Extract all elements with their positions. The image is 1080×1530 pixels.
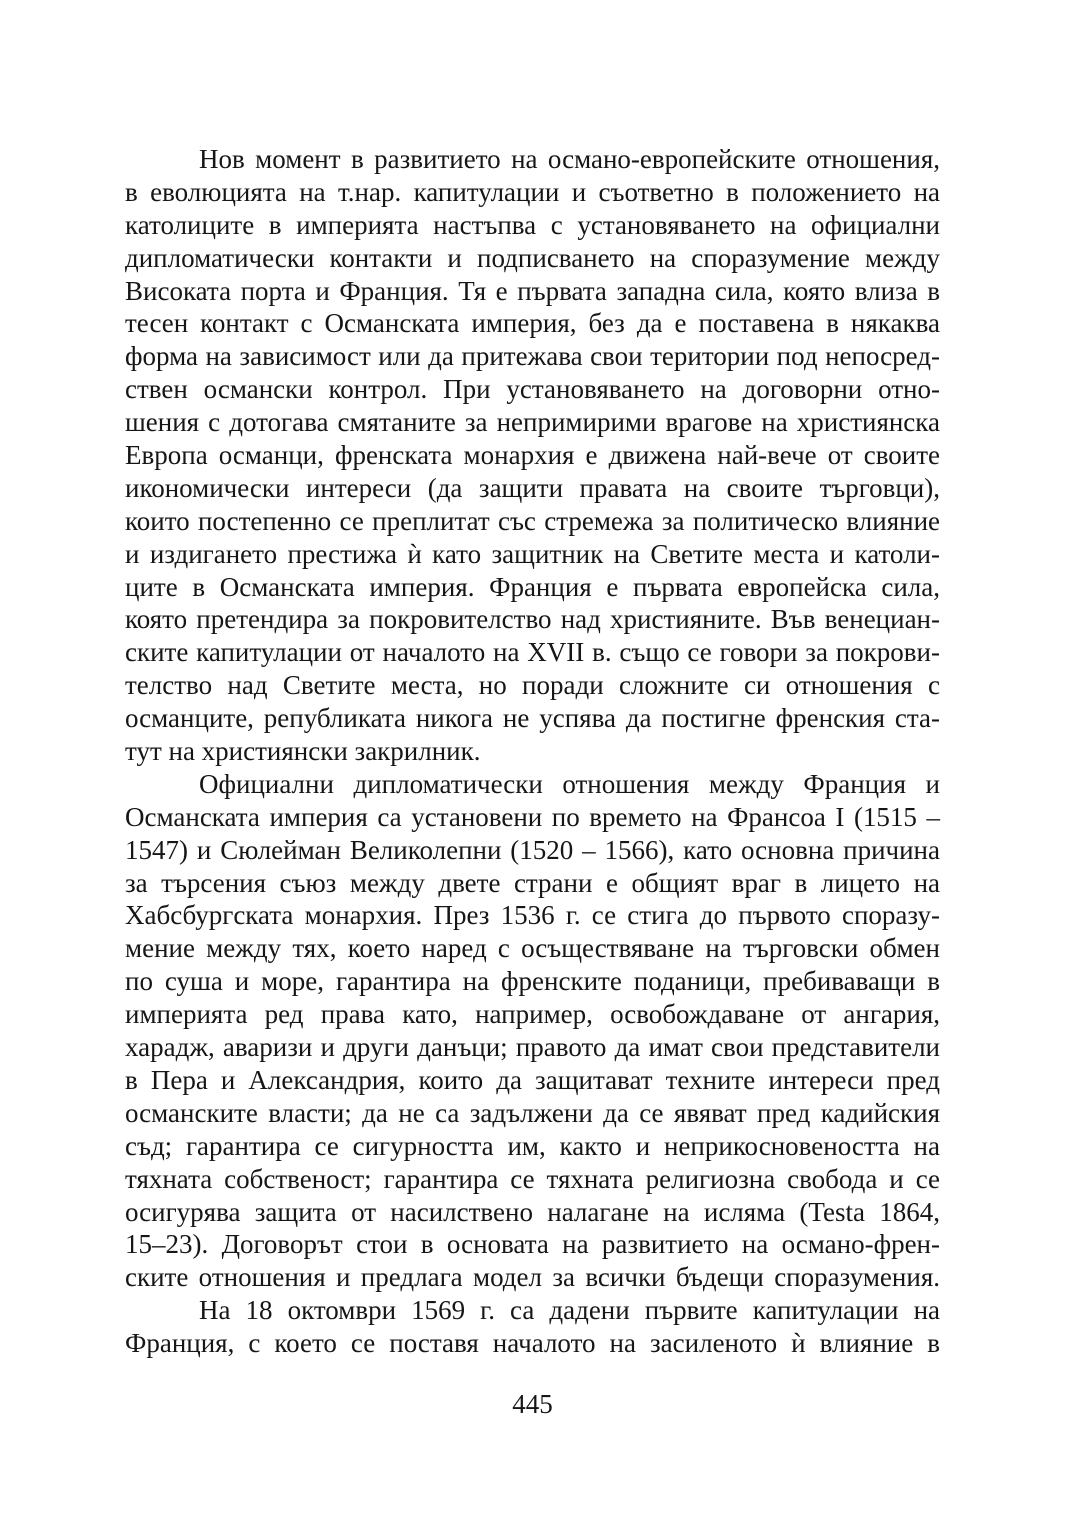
text-line: османските власти; да не са задължени да се явяват пред кадийския: [125, 1097, 940, 1128]
text-line: шения с дотогава смятаните за непримирими врагове на християнска: [125, 407, 940, 438]
text-line: ските отношения и предлага модел за всички бъдещи споразумения.: [125, 1262, 940, 1293]
text-line: Официални дипломатически отношения между Франция и: [199, 768, 940, 799]
text-line: мение между тях, което наред с осъществяване на търговски обмен: [125, 933, 940, 964]
text-line: икономически интереси (да защити правата на своите търговци),: [125, 472, 940, 503]
text-line: Високата порта и Франция. Тя е първата западна сила, която влиза в: [125, 275, 940, 306]
paragraph-3: [125, 1294, 940, 1360]
text-line: Хабсбургската монархия. През 1536 г. се стига до първото споразу-: [125, 900, 940, 931]
text-line: тяхната собственост; гарантира се тяхната религиозна свобода и се: [125, 1163, 940, 1194]
text-line: империята ред права като, например, освобождаване от ангария,: [125, 999, 940, 1030]
text-line: осигурява защита от насилствено налагане на исляма (Testa 1864,: [125, 1196, 940, 1227]
text-line: ствен османски контрол. При установяването на договорни отно-: [125, 374, 940, 405]
paragraph-2: [125, 768, 940, 1294]
text-line: в Пера и Александрия, които да защитават техните интереси пред: [125, 1064, 940, 1095]
text-line: 15–23). Договорът стои в основата на развитието на османо-френ-: [125, 1229, 940, 1260]
text-line: ските капитулации от началото на XVII в. също се говори за покрови-: [125, 637, 940, 668]
text-line: за търсения съюз между двете страни е общият враг в лицето на: [125, 867, 940, 898]
text-line: ците в Османската империя. Франция е първата европейска сила,: [125, 571, 940, 602]
text-line: която претендира за покровителство над християните. Във венециан-: [125, 604, 940, 635]
text-line: Европа османци, френската монархия е движена най-вече от своите: [125, 440, 940, 471]
text-line: На 18 октомври 1569 г. са дадени първите капитулации на: [199, 1295, 940, 1326]
text-line: тут на християнски закрилник.: [125, 736, 481, 767]
text-line: дипломатически контакти и подписването на споразумение между: [125, 242, 940, 273]
text-line: по суша и море, гарантира на френските поданици, пребиваващи в: [125, 966, 940, 997]
paragraph-1: [125, 143, 940, 768]
text-line: телство над Светите места, но поради сложните си отношения с: [125, 670, 940, 701]
text-line: османците, републиката никога не успява да постигне френския ста-: [125, 703, 940, 734]
text-line: харадж, аваризи и други данъци; правото да имат свои представители: [125, 1032, 940, 1063]
text-line: и издигането престижа ѝ като защитник на Светите места и католи-: [125, 538, 940, 569]
text-line: 1547) и Сюлейман Великолепни (1520 – 1566), като основна причина: [125, 834, 940, 865]
body-text: [125, 143, 940, 1360]
text-line: които постепенно се преплитат със стремежа за политическо влияние: [125, 505, 940, 536]
text-line: форма на зависимост или да притежава свои територии под непосред-: [125, 341, 940, 372]
page-number: 445: [512, 1389, 553, 1419]
text-line: католиците в империята настъпва с установяването на официални: [125, 209, 940, 240]
text-line: в еволюцията на т.нар. капитулации и съответно в положението на: [125, 176, 940, 207]
text-line: Османската империя са установени по времето на Франсоа I (1515 –: [125, 801, 940, 832]
text-line: съд; гарантира се сигурността им, както и неприкосновеността на: [125, 1130, 940, 1161]
text-line: тесен контакт с Османската империя, без да е поставена в някаква: [125, 308, 940, 339]
text-line: Нов момент в развитието на османо-европейските отношения,: [199, 144, 940, 174]
text-line: Франция, с което се поставя началото на засиленото ѝ влияние в: [125, 1328, 940, 1359]
